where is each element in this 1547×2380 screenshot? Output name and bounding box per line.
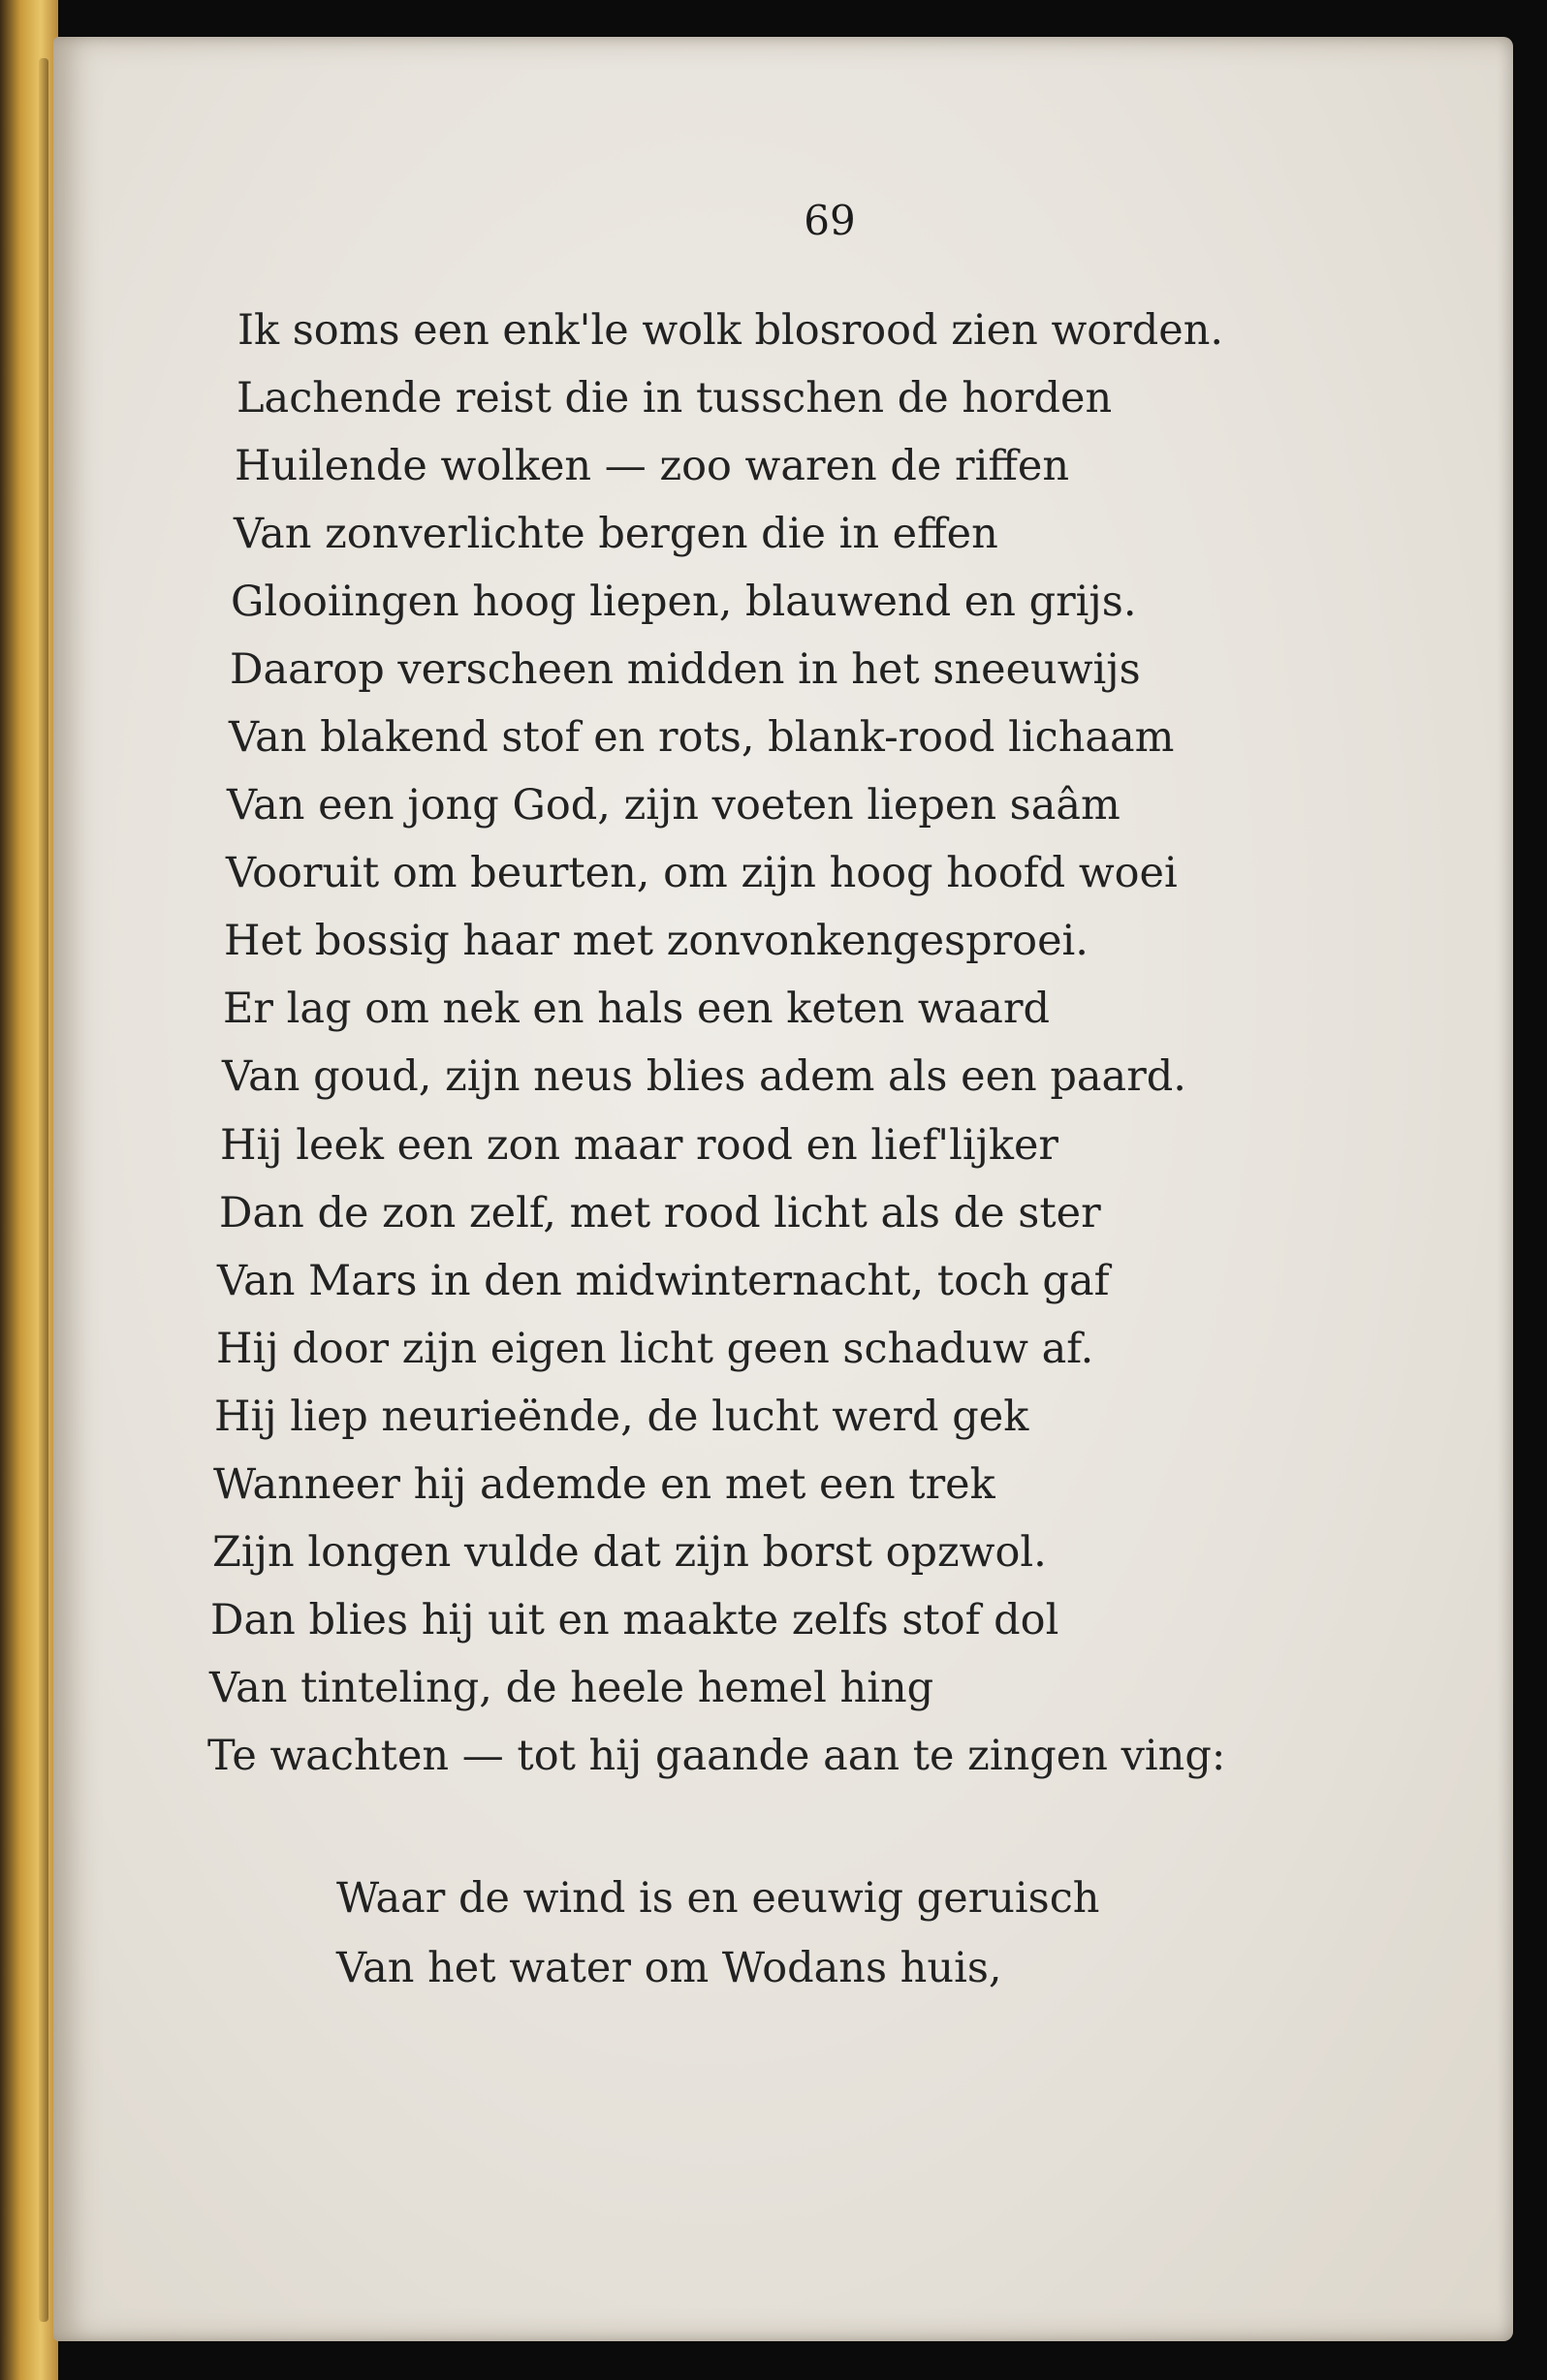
poem-line: Hij door zijn eigen licht geen schaduw af. xyxy=(216,1325,1094,1373)
poem-line: Van goud, zijn neus blies adem als een paard. xyxy=(222,1052,1186,1101)
poem-line: Dan blies hij uit en maakte zelfs stof dol xyxy=(210,1596,1059,1644)
poem-line: Vooruit om beurten, om zijn hoog hoofd woei xyxy=(226,849,1178,897)
poem-line: Zijn longen vulde dat zijn borst opzwol. xyxy=(212,1528,1047,1577)
poem-line: Waar de wind is en eeuwig geruisch xyxy=(336,1874,1100,1923)
poem-line: Wanneer hij ademde en met een trek xyxy=(213,1460,995,1509)
poem-line: Ik soms een enk'le wolk blosrood zien worden. xyxy=(237,306,1224,355)
poem-line: Van blakend stof en rots, blank-rood lichaam xyxy=(229,713,1175,762)
poem xyxy=(53,37,1513,2341)
poem-line: Dan de zon zelf, met rood licht als de ster xyxy=(219,1189,1101,1237)
poem-line: Van tinteling, de heele hemel hing xyxy=(209,1664,934,1712)
poem-line: Glooiingen hoog liepen, blauwend en grijs. xyxy=(231,578,1137,626)
poem-line: Hij leek een zon maar rood en lief'lijker xyxy=(220,1121,1058,1170)
poem-line: Er lag om nek en hals een keten waard xyxy=(223,985,1051,1033)
poem-line: Daarop verscheen midden in het sneeuwijs xyxy=(230,645,1141,694)
poem-line: Van een jong God, zijn voeten liepen saâm xyxy=(227,781,1121,830)
poem-line: Huilende wolken — zoo waren de riffen xyxy=(235,442,1070,490)
poem-line: Van zonverlichte bergen die in effen xyxy=(234,510,998,558)
poem-line: Van Mars in den midwinternacht, toch gaf xyxy=(217,1257,1110,1305)
page-number: 69 xyxy=(804,197,856,244)
left-page-edge xyxy=(0,0,58,2380)
poem-line: Hij liep neurieënde, de lucht werd gek xyxy=(214,1393,1029,1441)
poem-line: Te wachten — tot hij gaande aan te zingen ving: xyxy=(207,1732,1226,1780)
poem-line: Van het water om Wodans huis, xyxy=(336,1944,1002,1992)
poem-line: Lachende reist die in tusschen de horden xyxy=(237,374,1113,423)
poem-line: Het bossig haar met zonvonkengesproei. xyxy=(224,917,1089,965)
book-page xyxy=(53,37,1513,2341)
page-spine xyxy=(39,58,48,2322)
